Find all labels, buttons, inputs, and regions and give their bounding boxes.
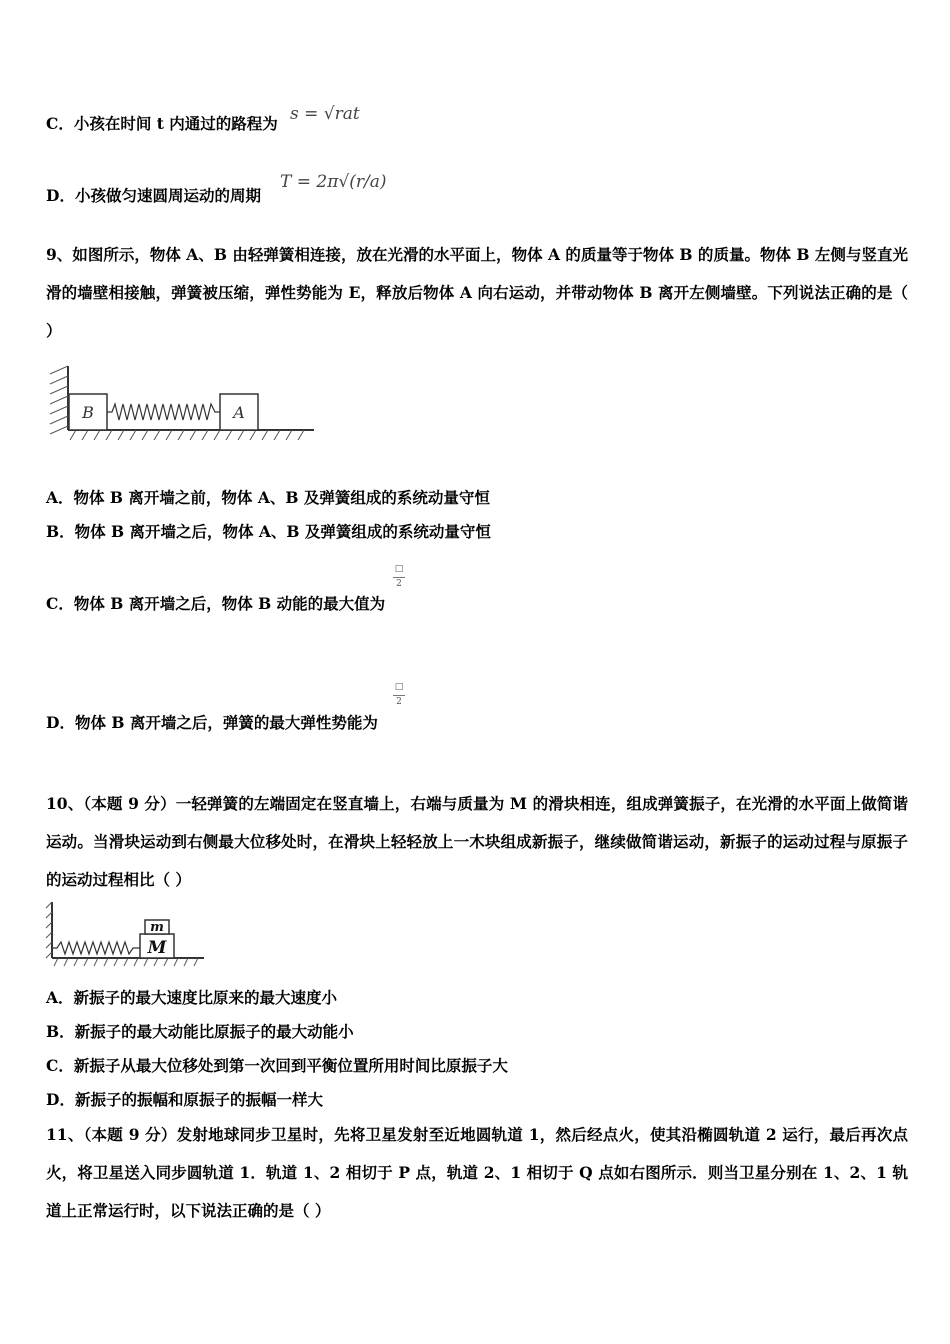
q9-block-a-label: A: [233, 403, 245, 422]
q10-stem: 10、（本题 9 分）一轻弹簧的左端固定在竖直墙上，右端与质量为 M 的滑块相连，组成弹簧振子，在光滑的水平面上做简谐运动。当滑块运动到右侧最大位移处时，在滑块上轻轻放上一木块组成新振子，继续做简谐运动，新振子的运动过程与原振子的运动过程相比（ ）: [46, 794, 908, 889]
q9-option-c: C．物体 B 离开墙之后，物体 B 动能的最大值为: [46, 594, 386, 613]
q8-option-d: D．小孩做匀速圆周运动的周期: [46, 186, 261, 205]
q10-block-big-m-label: M: [147, 938, 167, 958]
q9-option-c-fraction-bottom: 2: [396, 579, 402, 589]
q9-figure: [46, 362, 321, 447]
q10-block-small-m-label: m: [150, 920, 164, 935]
q9-option-d-fraction-bar: [393, 695, 405, 696]
q9-stem: 9、如图所示，物体 A、B 由轻弹簧相连接，放在光滑的水平面上，物体 A 的质量等于物体 B 的质量。物体 B 左侧与竖直光滑的墙壁相接触，弹簧被压缩，弹性势能为 E，释放后物体 A 向右运动，并带动物体 B 离开左侧墙壁。下列说法正确的是（ ）: [46, 245, 908, 340]
q8-option-c-formula: s = √rat: [290, 104, 360, 124]
q10-option-d: D．新振子的振幅和原振子的振幅一样大: [46, 1090, 323, 1109]
q10-option-c: C．新振子从最大位移处到第一次回到平衡位置所用时间比原振子大: [46, 1056, 508, 1075]
q8-option-c: C．小孩在时间 t 内通过的路程为: [46, 114, 278, 133]
q9-option-c-fraction-top: □: [394, 564, 404, 574]
q10-option-b: B．新振子的最大动能比原振子的最大动能小: [46, 1022, 354, 1041]
q9-option-d-fraction-bottom: 2: [396, 697, 402, 707]
q10-spring: [52, 942, 140, 954]
q9-spring: [107, 404, 220, 420]
q11-stem: 11、（本题 9 分）发射地球同步卫星时，先将卫星发射至近地圆轨道 1，然后经点火，使其沿椭圆轨道 2 运行，最后再次点火，将卫星送入同步圆轨道 1．轨道 1、2 相切于 P 点，轨道 2、1 相切于 Q 点如右图所示．则当卫星分别在 1、2、1 轨道上正常运行时，以下说法正确的是（ ）: [46, 1125, 908, 1220]
q9-block-b-label: B: [82, 403, 94, 422]
q9-option-a: A．物体 B 离开墙之前，物体 A、B 及弹簧组成的系统动量守恒: [46, 488, 490, 507]
q9-option-d: D．物体 B 离开墙之后，弹簧的最大弹性势能为: [46, 713, 378, 732]
q9-option-b: B．物体 B 离开墙之后，物体 A、B 及弹簧组成的系统动量守恒: [46, 522, 491, 541]
q10-figure: [44, 900, 209, 970]
q9-option-d-fraction-top: □: [394, 682, 404, 692]
q8-option-d-formula: T = 2π√(r/a): [280, 172, 387, 192]
q9-option-c-fraction-bar: [393, 577, 405, 578]
q10-option-a: A．新振子的最大速度比原来的最大速度小: [46, 988, 338, 1007]
